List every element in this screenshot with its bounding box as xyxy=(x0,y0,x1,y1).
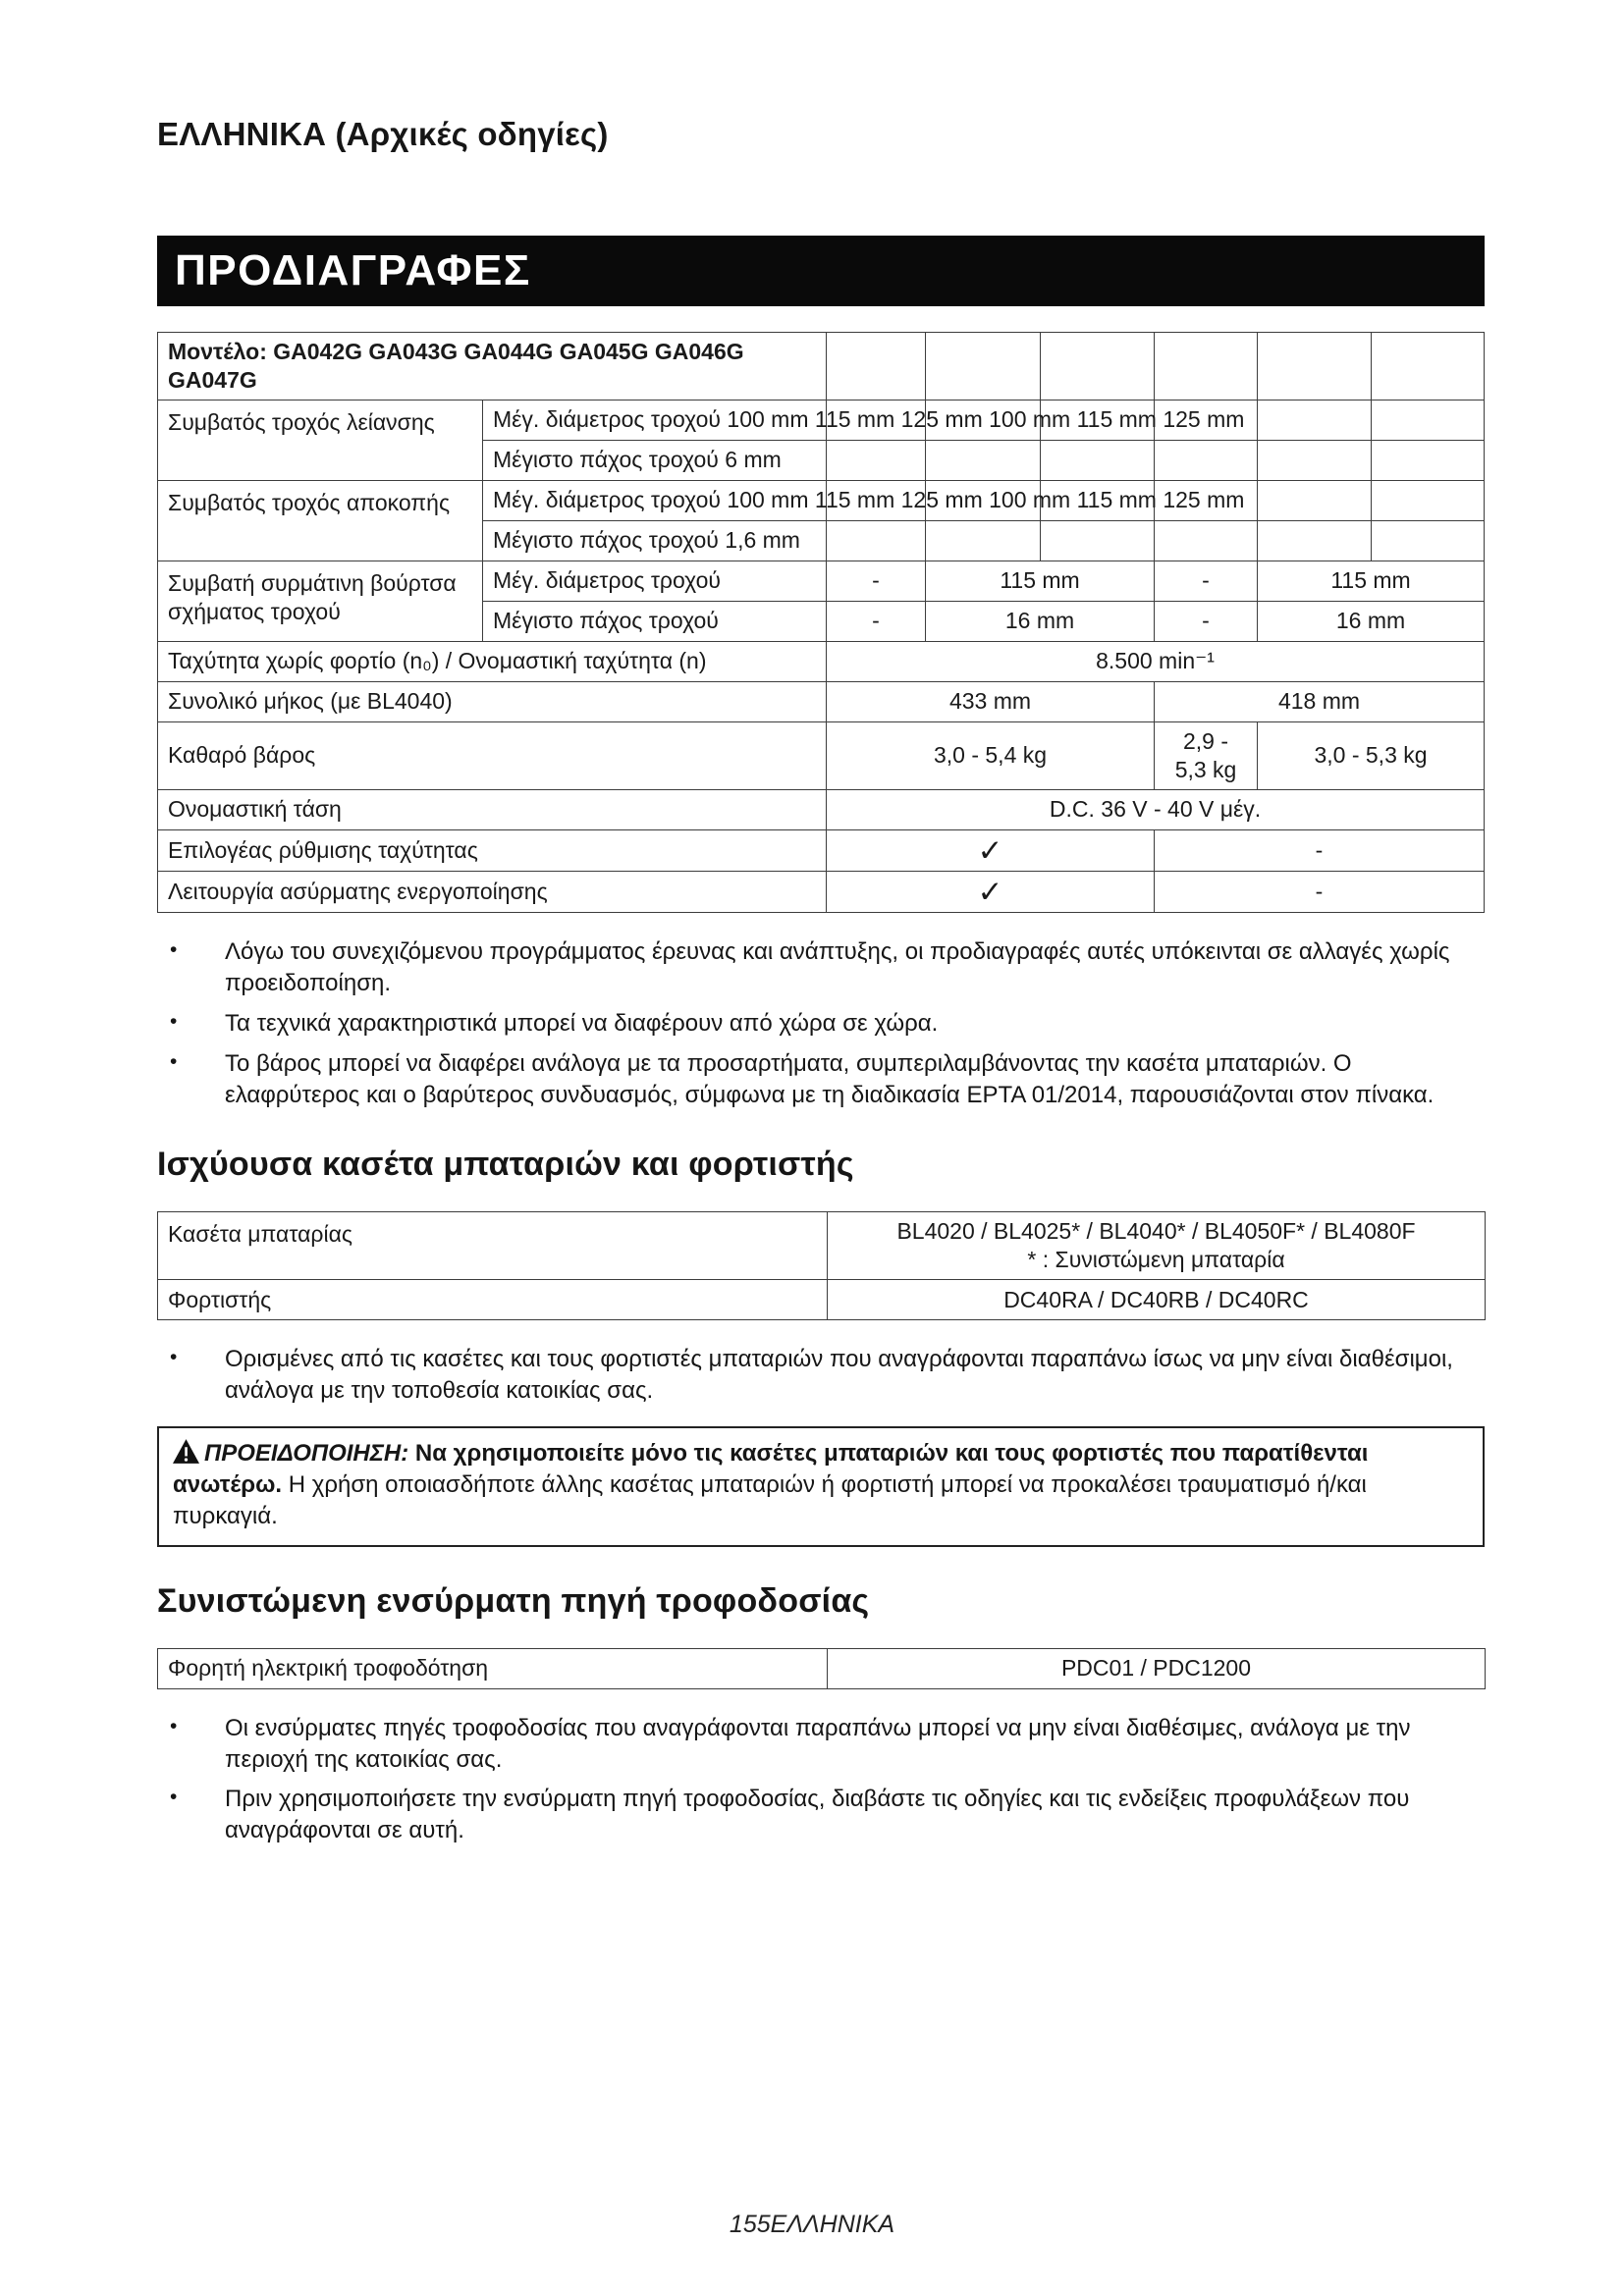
cell-text: Ονομαστική τάση xyxy=(168,796,342,823)
table-cell xyxy=(1041,440,1155,480)
table-cell xyxy=(1372,480,1485,520)
note-text: Ορισμένες από τις κασέτες και τους φορτιστές μπαταριών που αναγράφονται παραπάνω ίσως να μην είναι διαθέσιμοι, ανάλογα με την τοποθεσία κατοικίας σας. xyxy=(225,1346,1453,1405)
cell-text: ✓ xyxy=(977,874,1003,909)
table-cell xyxy=(158,641,827,681)
cell-text: - xyxy=(872,608,880,634)
table-cell xyxy=(828,1212,1486,1280)
table-cell xyxy=(1372,333,1485,400)
table-cell xyxy=(827,681,1155,721)
note-text: Οι ενσύρματες πηγές τροφοδοσίας που αναγράφονται παραπάνω μπορεί να μην είναι διαθέσιμες, ανάλογα με την περιοχή της κατοικίας σας. xyxy=(225,1714,1411,1773)
note-item xyxy=(157,936,1485,999)
table-cell xyxy=(828,1280,1486,1320)
table-cell xyxy=(926,520,1041,561)
table-row xyxy=(158,829,1485,871)
table-cell xyxy=(1372,520,1485,561)
table-cell xyxy=(483,520,827,561)
cell-text: Συμβατός τροχός λείανσης xyxy=(168,408,435,435)
cell-text: - xyxy=(1202,608,1210,634)
table-cell xyxy=(158,721,827,789)
bullet-marker: • xyxy=(170,937,178,961)
spec-notes xyxy=(157,936,1485,1111)
note-text: Το βάρος μπορεί να διαφέρει ανάλογα με τα προσαρτήματα, συμπεριλαμβάνοντας την κασέτα μπαταριών. Ο ελαφρύτερος και ο βαρύτερος συνδυασμός, σύμφωνα με τη διαδικασία EPTA 01/2014, παρουσιάζονται στον πίνακα. xyxy=(225,1049,1435,1108)
table-cell xyxy=(926,333,1041,400)
table-row xyxy=(158,561,1485,601)
table-cell xyxy=(1155,681,1485,721)
table-cell xyxy=(158,561,483,641)
table-cell xyxy=(1155,829,1485,871)
cell-text: Μέγιστο πάχος τροχού 6 mm xyxy=(493,447,782,473)
cell-text: BL4020 / BL4025* / BL4040* / BL4050F* / BL4080F xyxy=(896,1218,1416,1245)
cell-text: Κασέτα μπαταρίας xyxy=(168,1221,352,1248)
table-cell xyxy=(1155,871,1485,912)
cell-text: 8.500 min⁻¹ xyxy=(1096,648,1215,674)
warning-box xyxy=(157,1426,1485,1546)
cell-text: 115 mm xyxy=(1330,567,1411,594)
cell-text: Μέγιστο πάχος τροχού xyxy=(493,608,719,634)
cell-text: Φορτιστής xyxy=(168,1286,272,1312)
cell-text: - xyxy=(1202,567,1210,594)
table-cell xyxy=(158,829,827,871)
warning-text: Η χρήση οποιασδήποτε άλλης κασέτας μπαταριών ή φορτιστή μπορεί να προκαλέσει τραυματισμό ή/και πυρκαγιά. xyxy=(173,1471,1367,1530)
table-cell xyxy=(158,1212,828,1280)
table-cell xyxy=(158,1648,828,1688)
table-cell xyxy=(827,561,926,601)
table-cell xyxy=(1041,333,1155,400)
note-item xyxy=(157,1784,1485,1846)
table-cell xyxy=(827,789,1485,829)
footer-language: ΕΛΛΗΝΙΚΑ xyxy=(770,2211,895,2238)
cell-text: Ταχύτητα χωρίς φορτίο (n₀) / Ονομαστική ταχύτητα (n) xyxy=(168,648,707,674)
bullet-marker: • xyxy=(170,1714,178,1737)
table-row xyxy=(158,1280,1486,1320)
power-supply-table xyxy=(157,1648,1486,1689)
cell-text: 3,0 - 5,3 kg xyxy=(1314,742,1428,769)
table-row xyxy=(158,789,1485,829)
cell-text: Επιλογέας ρύθμισης ταχύτητας xyxy=(168,836,478,863)
table-cell xyxy=(483,601,827,641)
table-row xyxy=(158,681,1485,721)
table-row xyxy=(158,721,1485,789)
table-cell xyxy=(158,480,483,561)
table-cell xyxy=(1258,561,1485,601)
table-cell xyxy=(926,601,1155,641)
cell-text: Συμβατός τροχός αποκοπής xyxy=(168,489,451,515)
cell-text: - xyxy=(1315,836,1324,863)
table-cell xyxy=(827,440,926,480)
cell-text: 115 mm xyxy=(1000,567,1080,594)
cell-text: Μέγ. διάμετρος τροχού 100 mm 115 mm 125 mm 100 mm 115 mm 125 mm xyxy=(493,406,1245,433)
table-cell xyxy=(158,1280,828,1320)
check-mark xyxy=(827,871,1155,912)
cell-text: PDC01 / PDC1200 xyxy=(1060,1655,1252,1682)
bullet-marker: • xyxy=(170,1049,178,1073)
cell-text: Φορητή ηλεκτρική τροφοδότηση xyxy=(168,1655,489,1682)
table-cell xyxy=(1258,520,1372,561)
table-cell xyxy=(828,1648,1486,1688)
table-cell xyxy=(1155,333,1258,400)
table-cell xyxy=(1258,333,1372,400)
note-item xyxy=(157,1344,1485,1407)
cell-text: - xyxy=(872,567,880,594)
cell-text: Μέγιστο πάχος τροχού 1,6 mm xyxy=(493,527,800,554)
table-cell xyxy=(1258,440,1372,480)
table-cell xyxy=(1258,721,1485,789)
cell-text: Καθαρό βάρος xyxy=(168,742,316,769)
table-cell xyxy=(1155,520,1258,561)
table-cell xyxy=(158,871,827,912)
table-cell xyxy=(827,641,1485,681)
note-text: Πριν χρησιμοποιήσετε την ενσύρματη πηγή τροφοδοσίας, διαβάστε τις οδηγίες και τις ενδείξεις προφυλάξεων που αναγράφονται σε αυτή. xyxy=(225,1786,1410,1844)
cell-text: Μοντέλο: GA042G GA043G GA044G GA045G GA046G GA047G xyxy=(168,339,744,393)
table-row xyxy=(158,871,1485,912)
table-cell xyxy=(158,789,827,829)
check-mark xyxy=(827,829,1155,871)
power-section-title: Συνιστώμενη ενσύρματη πηγή τροφοδοσίας xyxy=(157,1581,870,1620)
cell-text: D.C. 36 V - 40 V μέγ. xyxy=(1049,796,1262,823)
table-cell xyxy=(827,520,926,561)
note-text: Τα τεχνικά χαρακτηριστικά μπορεί να διαφέρουν από χώρα σε χώρα. xyxy=(225,1009,939,1037)
cell-subtext: * : Συνιστώμενη μπαταρία xyxy=(1027,1247,1285,1273)
warning-title: ΠΡΟΕΙΔΟΠΟΙΗΣΗ: xyxy=(204,1440,409,1468)
cell-text: 2,9 - 5,3 kg xyxy=(1174,727,1237,782)
table-row xyxy=(158,641,1485,681)
table-cell xyxy=(158,333,827,400)
cell-text: Μέγ. διάμετρος τροχού 100 mm 115 mm 125 mm 100 mm 115 mm 125 mm xyxy=(493,487,1245,513)
specifications-banner xyxy=(157,236,1485,306)
table-cell xyxy=(827,721,1155,789)
cell-text: 16 mm xyxy=(1004,608,1075,634)
table-cell xyxy=(483,480,1245,520)
table-cell xyxy=(1372,440,1485,480)
note-text: Λόγω του συνεχιζόμενου προγράμματος έρευνας και ανάπτυξης, οι προδιαγραφές αυτές υπόκεινται σε αλλαγές χωρίς προειδοποίηση. xyxy=(225,937,1450,996)
table-cell xyxy=(1155,601,1258,641)
cell-text: - xyxy=(1315,878,1324,904)
table-cell xyxy=(1258,601,1485,641)
cell-text: 16 mm xyxy=(1335,608,1406,634)
table-row xyxy=(158,1648,1486,1688)
table-cell xyxy=(483,440,827,480)
page-title: ΕΛΛΗΝΙΚΑ (Αρχικές οδηγίες) xyxy=(157,116,609,152)
cell-text: DC40RA / DC40RB / DC40RC xyxy=(1003,1286,1309,1312)
table-cell xyxy=(1258,480,1372,520)
specifications-table xyxy=(157,332,1485,913)
battery-table xyxy=(157,1211,1486,1320)
page-number: 155 xyxy=(729,2211,771,2238)
table-cell xyxy=(926,561,1155,601)
table-cell xyxy=(483,400,1245,440)
table-cell xyxy=(1155,561,1258,601)
power-notes xyxy=(157,1713,1485,1847)
table-cell xyxy=(1155,721,1258,789)
cell-text: 433 mm xyxy=(948,688,1032,715)
table-cell xyxy=(1372,400,1485,440)
warning-icon xyxy=(173,1439,199,1464)
table-cell xyxy=(158,400,483,480)
note-item xyxy=(157,1713,1485,1776)
warning-text-bold: Να χρησιμοποιείτε μόνο τις κασέτες μπαταριών και τους φορτιστές που παρατίθενται ανωτέρω. xyxy=(173,1440,1369,1499)
battery-section-title: Ισχύουσα κασέτα μπαταριών και φορτιστής xyxy=(157,1146,854,1184)
cell-text: Λειτουργία ασύρματης ενεργοποίησης xyxy=(168,878,548,904)
table-cell xyxy=(1258,400,1372,440)
bullet-marker: • xyxy=(170,1009,178,1033)
cell-text: Μέγ. διάμετρος τροχού xyxy=(493,567,722,594)
cell-text: ✓ xyxy=(977,832,1003,868)
cell-text: 418 mm xyxy=(1277,688,1361,715)
note-item xyxy=(157,1008,1485,1040)
cell-text: Συμβατή συρμάτινη βούρτσα σχήματος τροχού xyxy=(168,569,457,624)
table-row xyxy=(158,333,1485,400)
banner-title: ΠΡΟΔΙΑΓΡΑΦΕΣ xyxy=(175,246,531,294)
cell-text: 3,0 - 5,4 kg xyxy=(933,742,1048,769)
table-cell xyxy=(158,681,827,721)
table-cell xyxy=(827,601,926,641)
bullet-marker: • xyxy=(170,1786,178,1809)
table-row xyxy=(158,400,1485,440)
table-cell xyxy=(827,333,926,400)
battery-notes xyxy=(157,1344,1485,1407)
table-row xyxy=(158,1212,1486,1280)
table-cell xyxy=(1155,440,1258,480)
table-cell xyxy=(926,440,1041,480)
table-cell xyxy=(483,561,827,601)
note-item xyxy=(157,1048,1485,1111)
bullet-marker: • xyxy=(170,1346,178,1369)
table-cell xyxy=(1041,520,1155,561)
cell-text: Συνολικό μήκος (με BL4040) xyxy=(168,688,453,715)
page-footer xyxy=(0,2211,1624,2239)
table-row xyxy=(158,480,1485,520)
